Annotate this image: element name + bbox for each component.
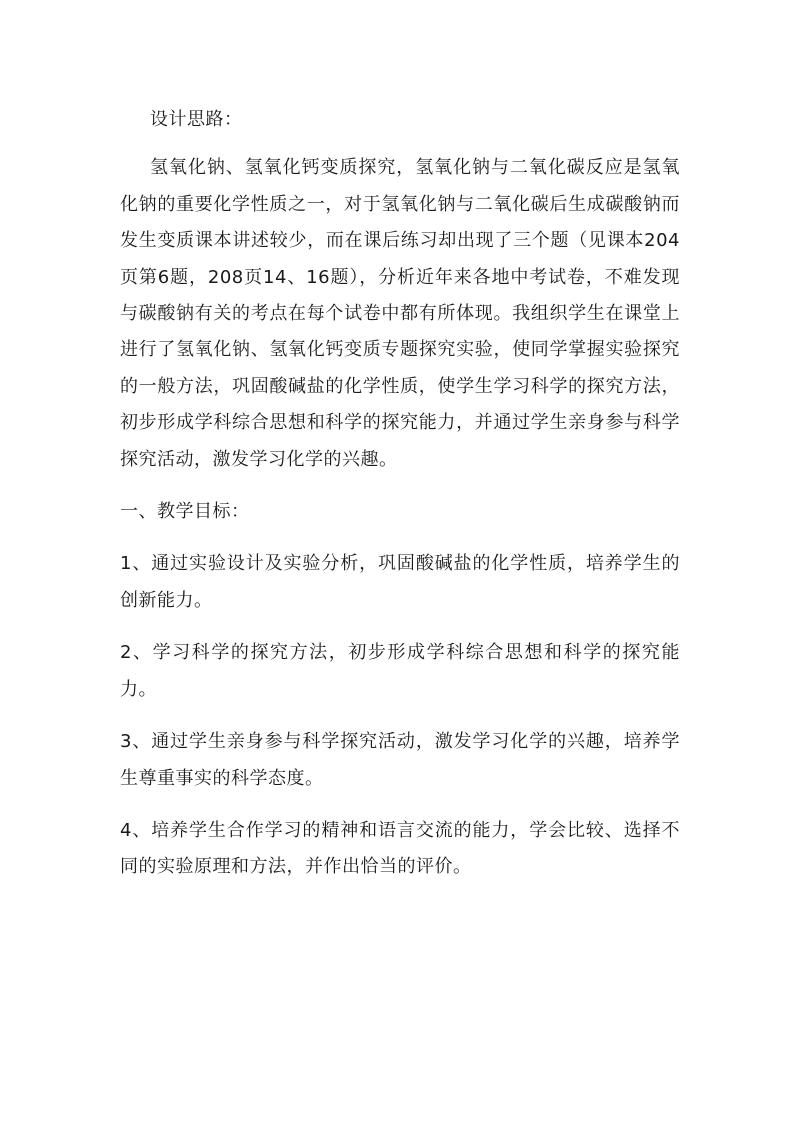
goal-item-4: 4、培养学生合作学习的精神和语言交流的能力，学会比较、选择不同的实验原理和方法，并作出恰当的评价。 (120, 819, 680, 878)
goals-heading: 一、教学目标： (120, 501, 250, 523)
goal-item-3: 3、通过学生亲身参与科学探究活动，激发学习化学的兴趣，培养学生尊重事实的科学态度。 (120, 731, 680, 789)
document-body (120, 102, 680, 886)
design-heading: 设计思路： (150, 109, 243, 130)
goal-item-2: 2、学习科学的探究方法，初步形成学科综合思想和科学的探究能力。 (120, 642, 680, 700)
design-paragraph: 氢氧化钠、氢氧化钙变质探究，氢氧化钠与二氧化碳反应是氢氧化钠的重要化学性质之一，对于氢氧化钠与二氧化碳后生成碳酸钠而发生变质课本讲述较少，而在课后练习却出现了三个题（见课本204页第6题，208页14、16题），分析近年来各地中考试卷，不难发现与碳酸钠有关的考点在每个试卷中都有所体现。我组织学生在课堂上进行了氢氧化钠、氢氧化钙变质专题探究实验，使同学掌握实验探究的一般方法，巩固酸碱盐的化学性质，使学生学习科学的探究方法，初步形成学科综合思想和科学的探究能力，并通过学生亲身参与科学探究活动，激发学习化学的兴趣。 (120, 157, 680, 470)
goal-item-1: 1、通过实验设计及实验分析，巩固酸碱盐的化学性质，培养学生的创新能力。 (120, 553, 680, 611)
